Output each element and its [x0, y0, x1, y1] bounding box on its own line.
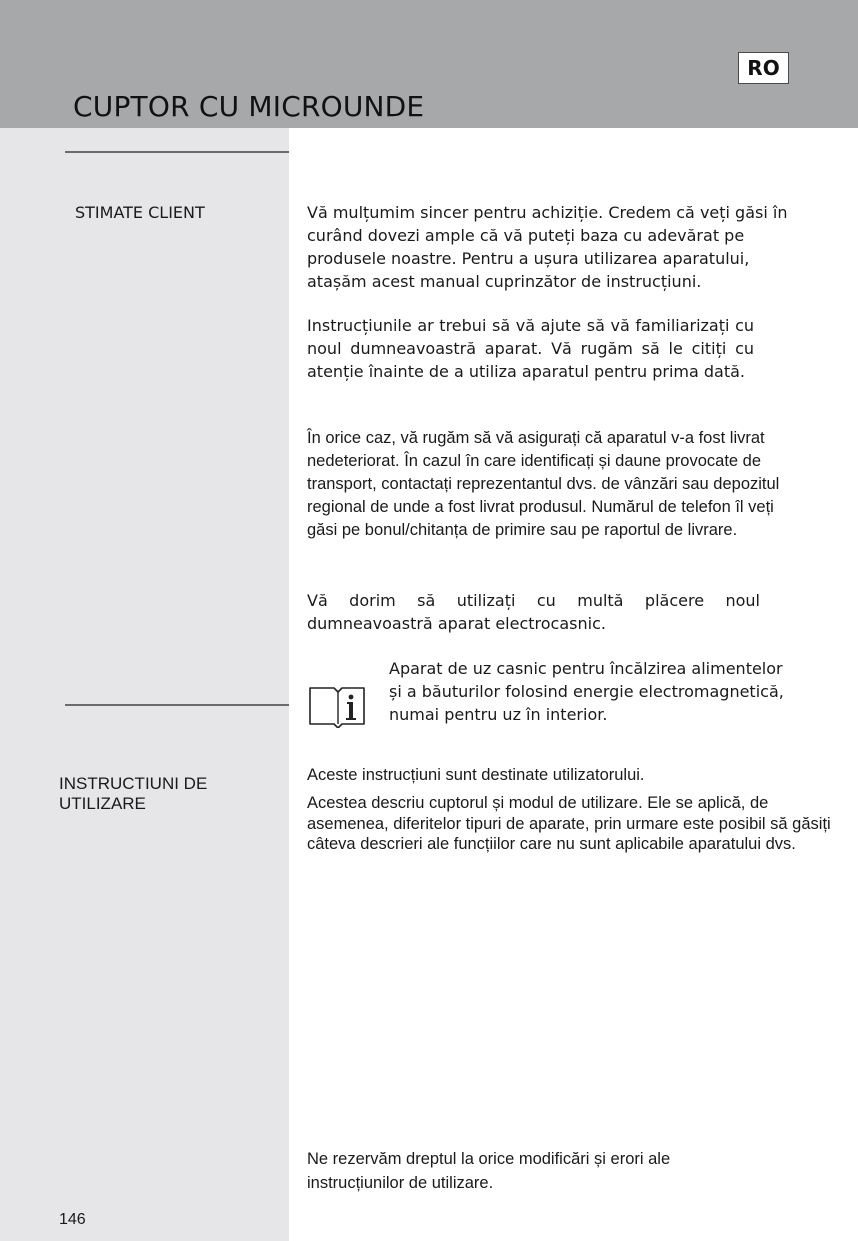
familiarize-paragraph: Instrucțiunile ar trebui să vă ajute să vă familiarizați cu noul dumneavoastră aparat. Vă rugăm să le citiți cu atenție înainte de a utiliza aparatul pentru prima dată.: [307, 316, 754, 381]
page-number: 146: [59, 1211, 86, 1228]
intro-paragraph: Vă mulțumim sincer pentru achiziție. Credem că veți găsi în curând dovezi ample că vă puteți baza cu adevărat pe produsele noastre. Pentru a ușura utilizarea aparatului, atașăm acest manual cuprinzător de instrucțiuni.: [307, 203, 788, 291]
info-note: Aparat de uz casnic pentru încălzirea alimentelor și a băuturilor folosind energie electromagnetică, numai pentru uz în interior.: [389, 659, 784, 724]
section-divider-middle: [65, 704, 289, 706]
section-label-instructiuni: INSTRUCTIUNI DE UTILIZARE: [59, 774, 208, 813]
wishes-paragraph: Vă dorim să utilizați cu multă plăcere noul dumneavoastră aparat electrocasnic.: [307, 591, 760, 633]
instructions-body: Acestea descriu cuptorul și modul de utilizare. Ele se aplică, de asemenea, diferitelor tipuri de aparate, prin urmare este posibil să găsiți câteva descrieri ale funcțiilor care nu sunt aplicabile aparatului dvs.: [307, 794, 831, 853]
language-badge: RO: [738, 52, 789, 84]
page-title: CUPTOR CU MICROUNDE: [73, 90, 425, 123]
sidebar: [0, 128, 289, 1241]
disclaimer: Ne rezervăm dreptul la orice modificări și erori ale instrucțiunilor de utilizare.: [307, 1150, 671, 1192]
section-label-stimate-client: STIMATE CLIENT: [75, 203, 205, 222]
instructions-intro: Aceste instrucțiuni sunt destinate utilizatorului.: [307, 766, 645, 784]
info-manual-icon: [307, 684, 367, 728]
section-divider-top: [65, 151, 289, 153]
delivery-check-paragraph: În orice caz, vă rugăm să vă asigurați că aparatul v-a fost livrat nedeteriorat. În cazul în care identificați și daune provocate de transport, contactați reprezentantul dvs. de vânzări sau depozitul regional de unde a fost livrat produsul. Numărul de telefon îl veți găsi pe bonul/chitanța de primire sau pe raportul de livrare.: [307, 429, 780, 539]
